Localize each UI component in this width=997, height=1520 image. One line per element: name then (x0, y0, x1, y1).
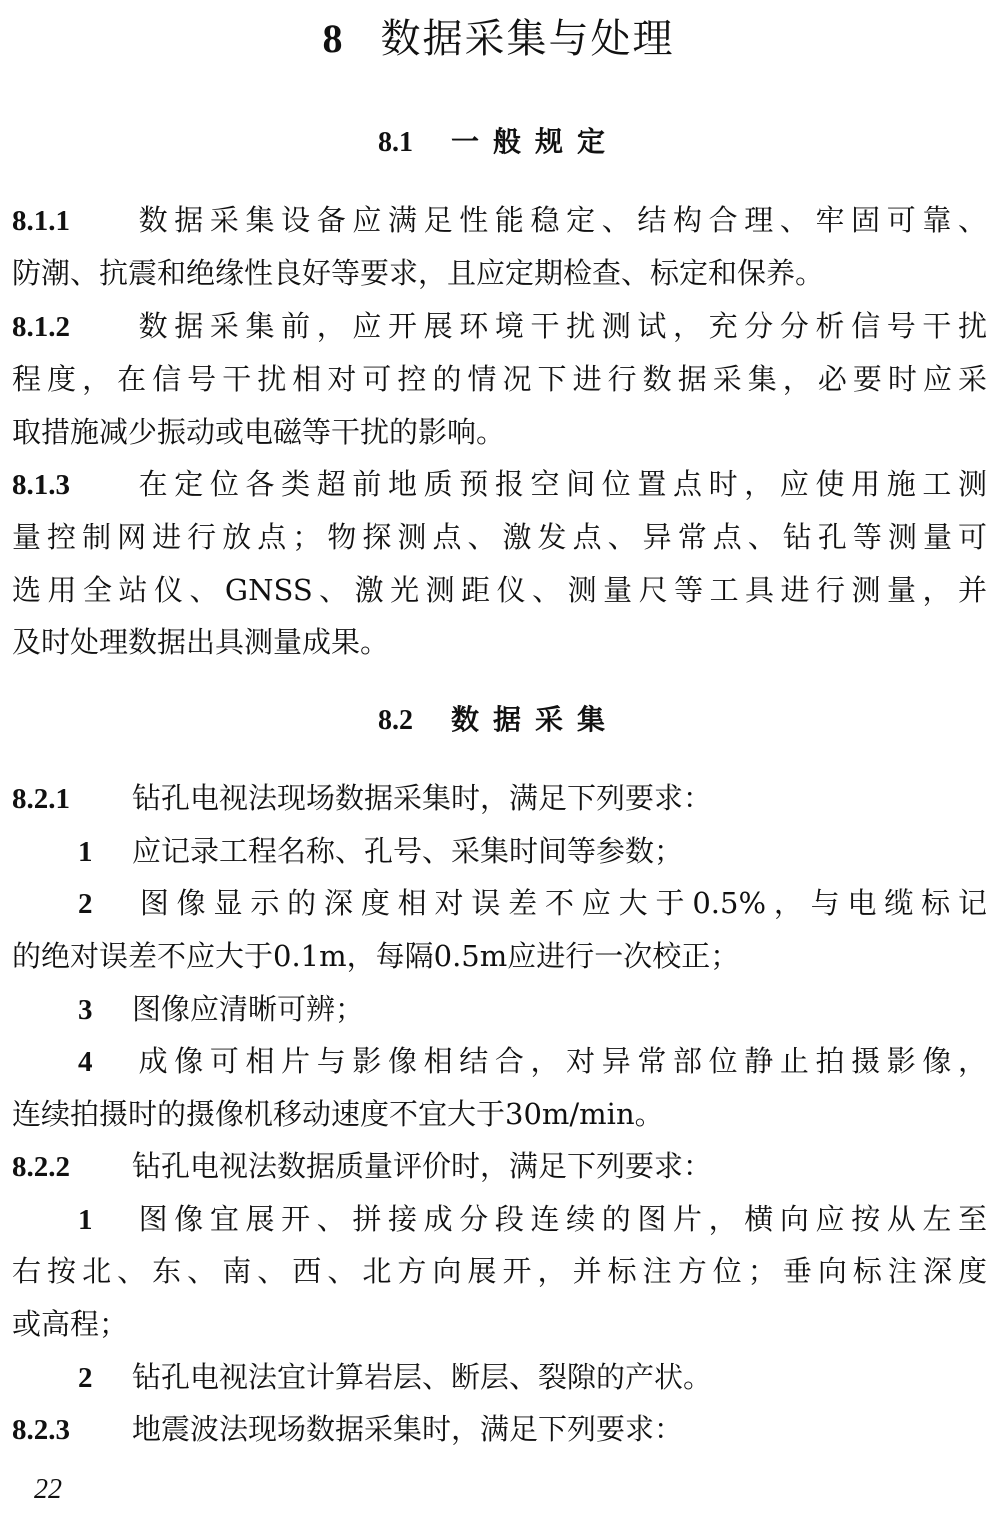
section-title-text: 数据采集 (450, 703, 619, 736)
chapter-number: 8 (322, 16, 345, 61)
clause-text: 数据采集前，应开展环境干扰测试，充分分析信号干扰 (132, 309, 987, 343)
item-text: 图像应清晰可辨； (132, 992, 365, 1026)
clause-8-2-1 (12, 778, 987, 819)
clause-text: 钻孔电视法现场数据采集时，满足下列要求： (132, 781, 713, 815)
clause-text: 地震波法现场数据采集时，满足下列要求： (132, 1412, 684, 1446)
text-line (12, 412, 987, 452)
clause-8-2-2 (12, 1146, 987, 1187)
line-text: 取措施减少振动或电磁等干扰的影响。 (12, 415, 506, 449)
clause-8-1-1 (12, 200, 987, 241)
item-text: 钻孔电视法宜计算岩层、断层、裂隙的产状。 (132, 1360, 713, 1394)
item-number: 4 (78, 1046, 93, 1078)
text-line (12, 253, 987, 293)
clause-8-1-2 (12, 306, 987, 347)
section-number: 8.1 (377, 127, 413, 158)
text-line (12, 570, 987, 610)
item-text: 图像宜展开、拼接成分段连续的图片，横向应按从左至 (132, 1202, 987, 1236)
clause-text: 钻孔电视法数据质量评价时，满足下列要求： (132, 1149, 713, 1183)
list-item (12, 831, 987, 872)
clause-number: 8.2.1 (12, 783, 70, 815)
line-text: 及时处理数据出具测量成果。 (12, 625, 390, 659)
line-text: 防潮、抗震和绝缘性良好等要求，且应定期检查、标定和保养。 (12, 256, 825, 290)
item-text: 图像显示的深度相对误差不应大于0.5%，与电缆标记 (132, 886, 987, 920)
clause-number: 8.1.1 (12, 205, 70, 237)
line-text: 右按北、东、南、西、北方向展开，并标注方位；垂向标注深度 (12, 1254, 987, 1288)
clause-8-1-3 (12, 464, 987, 505)
chapter-title-text: 数据采集与处理 (380, 16, 675, 62)
item-number: 2 (78, 888, 93, 920)
clause-number: 8.1.2 (12, 311, 70, 343)
text-line (12, 1094, 987, 1134)
chapter-title (0, 10, 997, 68)
section-title-8-1 (0, 122, 997, 163)
line-text: 选用全站仪、GNSS、激光测距仪、测量尺等工具进行测量，并 (12, 573, 987, 607)
section-number: 8.2 (377, 705, 413, 736)
item-text: 应记录工程名称、孔号、采集时间等参数； (132, 834, 684, 868)
clause-8-2-3 (12, 1409, 987, 1450)
page-number: 22 (34, 1474, 62, 1505)
text-line (12, 936, 987, 976)
text-line (12, 1304, 987, 1344)
list-item (12, 883, 987, 924)
item-number: 1 (78, 1204, 93, 1236)
list-item (12, 989, 987, 1030)
clause-text: 在定位各类超前地质预报空间位置点时，应使用施工测 (132, 467, 987, 501)
clause-number: 8.2.2 (12, 1151, 70, 1183)
line-text: 程度，在信号干扰相对可控的情况下进行数据采集，必要时应采 (12, 362, 987, 396)
line-text: 的绝对误差不应大于0.1m，每隔0.5m应进行一次校正； (12, 939, 740, 973)
section-title-text: 一般规定 (450, 125, 619, 158)
line-text: 量控制网进行放点；物探测点、激发点、异常点、钻孔等测量可 (12, 520, 987, 554)
text-line (12, 1251, 987, 1291)
clause-number: 8.1.3 (12, 469, 70, 501)
line-text: 或高程； (12, 1307, 129, 1341)
line-text: 连续拍摄时的摄像机移动速度不宜大于30m/min。 (12, 1097, 664, 1131)
text-line (12, 517, 987, 557)
item-number: 1 (78, 836, 93, 868)
clause-number: 8.2.3 (12, 1414, 70, 1446)
text-line (12, 359, 987, 399)
text-line (12, 622, 987, 662)
list-item (12, 1357, 987, 1398)
item-text: 成像可相片与影像相结合，对异常部位静止拍摄影像， (132, 1044, 987, 1078)
item-number: 3 (78, 994, 93, 1026)
section-title-8-2 (0, 700, 997, 741)
list-item (12, 1041, 987, 1082)
list-item (12, 1199, 987, 1240)
item-number: 2 (78, 1362, 93, 1394)
clause-text: 数据采集设备应满足性能稳定、结构合理、牢固可靠、 (132, 203, 987, 237)
